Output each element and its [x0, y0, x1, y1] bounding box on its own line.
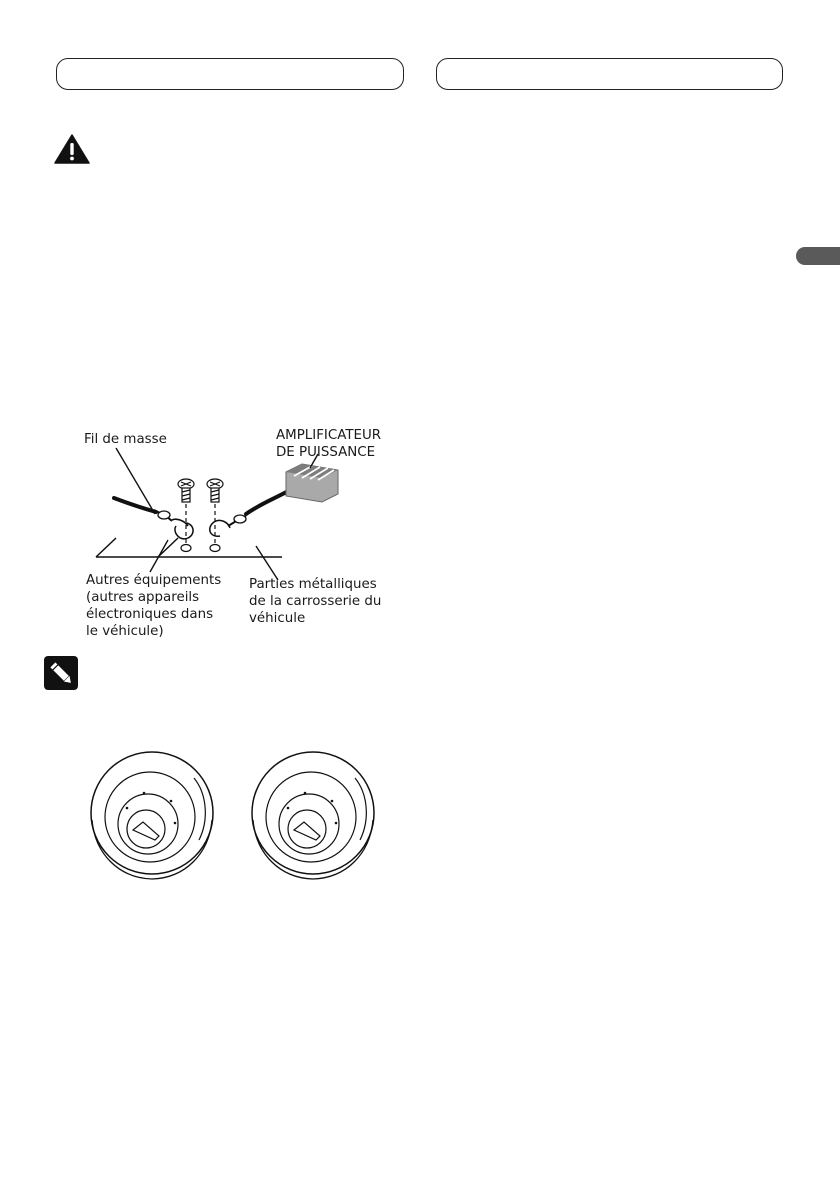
other-equipment-label-line-1: Autres équipements — [86, 573, 222, 588]
amplifier-label-line-2: DE PUISSANCE — [276, 445, 376, 460]
other-equipment-label-line-3: électroniques dans — [86, 607, 214, 622]
left-section-header-box — [56, 58, 404, 90]
other-equipment-label-line-2: (autres appareils — [86, 590, 200, 605]
ground-wire-label-text: Fil de masse — [84, 432, 167, 447]
amplifier-label — [276, 427, 381, 461]
ground-wire-label — [84, 431, 167, 448]
pencil-note-icon — [44, 656, 78, 690]
other-equipment-label-line-4: le véhicule) — [86, 624, 164, 639]
metal-parts-label-line-3: véhicule — [249, 611, 306, 626]
metal-parts-label-line-1: Parties métalliques — [249, 577, 377, 592]
other-equipment-label — [86, 572, 221, 640]
metal-parts-label-line-2: de la carrosserie du — [249, 594, 382, 609]
language-tab — [796, 247, 840, 265]
warning-triangle-icon — [54, 134, 90, 164]
amplifier-label-line-1: AMPLIFICATEUR — [276, 428, 382, 443]
speaker-illustration-right — [250, 750, 376, 880]
speaker-illustration-left — [89, 750, 215, 880]
right-section-header-box — [436, 58, 783, 90]
metal-parts-label — [249, 576, 381, 627]
